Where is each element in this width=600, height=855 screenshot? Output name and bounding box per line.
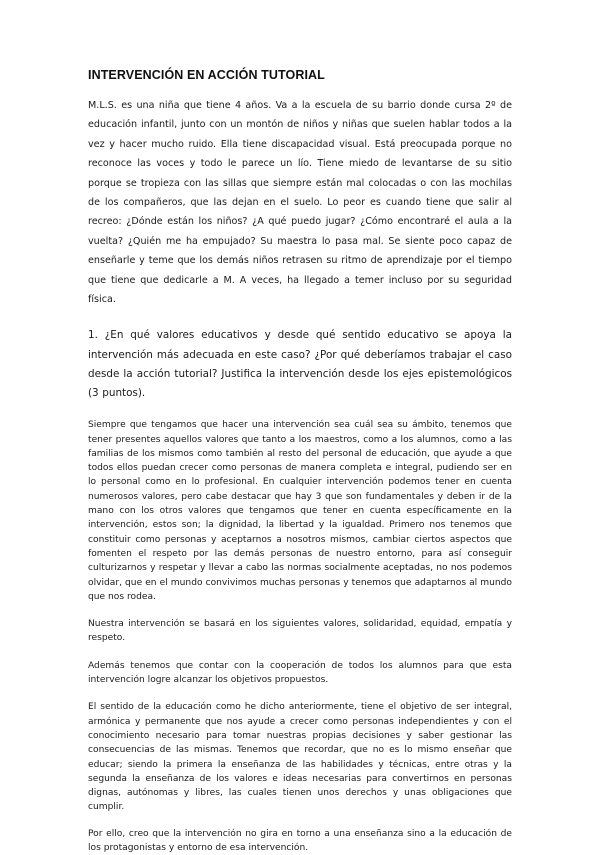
answer-section bbox=[88, 418, 512, 855]
document-title: INTERVENCIÓN EN ACCIÓN TUTORIAL bbox=[88, 68, 325, 82]
answer-paragraph-educational-sense: El sentido de la educación como he dicho anteriormente, tiene el objetivo de ser integral, armónica y permanente que nos ayude a crecer como personas independientes y con el conocimiento necesario para tomar nuestras propias decisiones y saber gestionar las consecuencias de las mismas. Tenemos que recordar, que no es lo mismo enseñar que educar; siendo la primera la enseñanza de las habilidades y técnicas, entre otras y la segunda la enseñanza de los valores e ideas necesarias para convertirnos en personas dignas, autónomas y libres, las cuales tienen unos derechos y unas obligaciones que cumplir. bbox=[88, 702, 512, 813]
question-paragraph: 1. ¿En qué valores educativos y desde qué sentido educativo se apoya la intervención más adecuada en este caso? ¿Por qué deberíamos trabajar el caso desde la acción tutorial? Justifica la intervención desde los ejes epistemológicos (3 puntos). bbox=[88, 329, 512, 400]
answer-paragraph-intervention-values: Nuestra intervención se basará en los siguientes valores, solidaridad, equidad, empatía y respeto. bbox=[88, 619, 512, 644]
answer-paragraph-cooperation: Además tenemos que contar con la cooperación de todos los alumnos para que esta intervención logre alcanzar los objetivos propuestos. bbox=[88, 660, 512, 686]
case-description-paragraph: M.L.S. es una niña que tiene 4 años. Va a la escuela de su barrio donde cursa 2º de educación infantil, junto con un montón de niños y niñas que suelen hablar todos a la vez y hacer mucho ruido. Ella tiene discapacidad visual. Está preocupada porque no reconoce las voces y todo le parece un lío. Tiene miedo de levantarse de su sitio porque se tropieza con las sillas que siempre están mal colocadas o con las mochilas de los compañeros, que las dejan en el suelo. Lo peor es cuando tiene que salir al recreo: ¿Dónde están los niños? ¿A qué puedo jugar? ¿Cómo encontraré el aula a la vuelta? ¿Quién me ha empujado? Su maestra lo pasa mal. Se siente poco capaz de enseñarle y teme que los demás niños retrasen su ritmo de aprendizaje por el tiempo que tiene que dedicarle a M. A veces, ha llegado a temer incluso por su seguridad física. bbox=[88, 100, 512, 306]
answer-paragraph-values: Siempre que tengamos que hacer una intervención sea cuál sea su ámbito, tenemos que tener presentes aquellos valores que tanto a los maestros, como a los alumnos, como a las familias de los mismos como también al resto del personal de educación, que ayude a que todos ellos puedan crecer como personas de manera completa e integral, pudiendo ser en lo personal como en lo profesional. En cualquier intervención podemos tener en cuenta numerosos valores, pero cabe destacar que hay 3 que son fundamentales y deben ir de la mano con los otros valores que tengamos que tener en cuenta específicamente en la intervención, estos son; la dignidad, la libertad y la igualdad. Primero nos tenemos que constituir como personas y aceptarnos a nosotros mismos, cambiar ciertos aspectos que fomenten el respeto por las demás personas de nuestro entorno, para así conseguir culturizarnos y respetar y llevar a cabo las normas socialmente aceptadas, no nos podemos olvidar, que en el mundo convivimos muchas personas y tenemos que adaptarnos al mundo que nos rodea. bbox=[88, 420, 512, 602]
answer-paragraph-conclusion: Por ello, creo que la intervención no gira en torno a una enseñanza sino a la educación de los protagonistas y entorno de esa intervención. bbox=[88, 828, 512, 853]
